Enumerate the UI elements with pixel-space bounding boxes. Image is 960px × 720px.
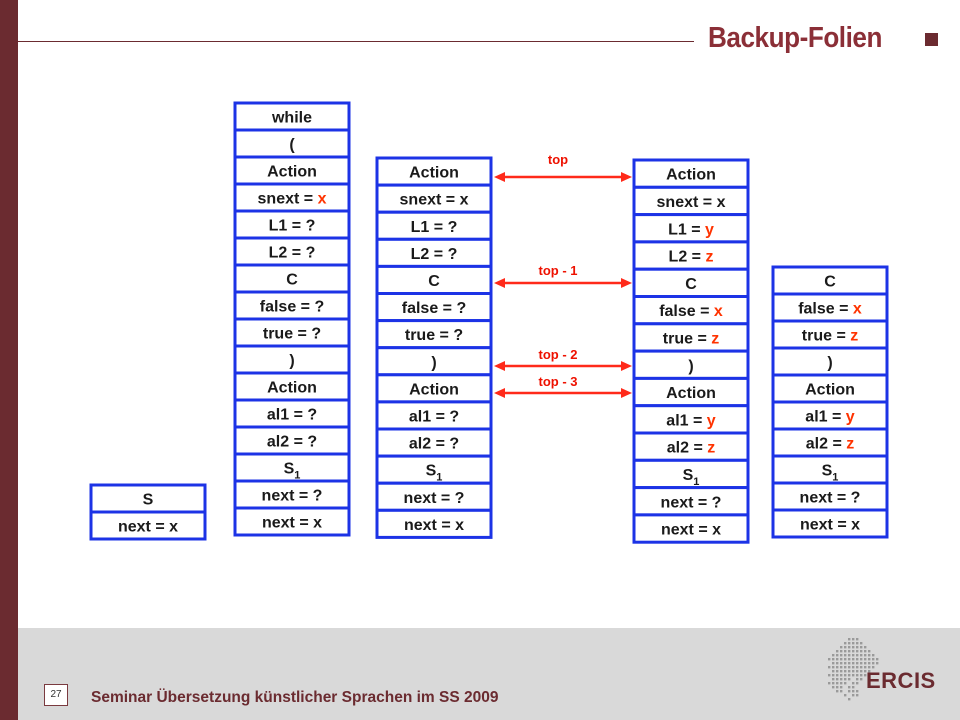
cell-label: next = x: [117, 518, 179, 536]
cell-label: al2 = ?: [408, 435, 460, 453]
cell-label: L1 = ?: [268, 217, 316, 235]
stack-4: [773, 267, 887, 537]
arrow-label: top - 2: [538, 347, 578, 362]
ercis-logo: ERCIS: [866, 668, 936, 693]
cell-label: ): [688, 357, 694, 375]
stack-cell: [377, 294, 491, 321]
cell-label: next = ?: [660, 494, 722, 512]
cell-label: al2 = ?: [266, 433, 318, 451]
slide-title: Backup-Folien: [708, 22, 882, 54]
stack-cell: [377, 321, 491, 348]
cell-label: $S_1$: [821, 462, 839, 484]
cell-label: Action: [267, 163, 317, 181]
stack-cell: [377, 348, 491, 375]
cell-label: false = x: [798, 300, 862, 318]
arrow-label: top: [547, 152, 569, 167]
cell-label: Action: [267, 379, 317, 397]
stack-cell: [377, 483, 491, 510]
stack-cell: [235, 400, 349, 427]
cell-label: Action: [409, 164, 459, 182]
stack-cell: [773, 429, 887, 456]
cell-label: L2 = ?: [410, 245, 458, 263]
stack-cell: [377, 456, 491, 484]
cell-label: false = x: [659, 303, 723, 321]
stack-cell: [377, 158, 491, 185]
cell-label: C: [428, 272, 440, 290]
pointer-arrow: [494, 152, 632, 182]
cell-label: L1 = y: [668, 221, 714, 239]
stack-cell: [377, 212, 491, 239]
cell-label: Action: [666, 166, 716, 184]
stack-cell: [235, 508, 349, 535]
stack-cell: [773, 456, 887, 484]
arrow-label: top - 3: [538, 374, 578, 389]
stack-cell: [773, 510, 887, 537]
stack-cell: [634, 215, 748, 242]
cell-label: ): [289, 352, 295, 370]
stack-cell: [235, 238, 349, 265]
stack-cell: [773, 294, 887, 321]
stack-cell: [235, 103, 349, 130]
stack-cell: [634, 515, 748, 542]
cell-label: snext = x: [399, 191, 469, 209]
cell-label: L2 = z: [668, 248, 714, 266]
stack-cell: [91, 485, 205, 512]
stack-cell: [235, 184, 349, 211]
stack-cell: [377, 429, 491, 456]
stack-cell: [634, 406, 748, 433]
stack-3: [634, 160, 748, 542]
cell-label: next = ?: [403, 489, 465, 507]
stack-cell: [235, 265, 349, 292]
stack-cell: [91, 512, 205, 539]
cell-label: ): [431, 354, 437, 372]
stack-cell: [235, 157, 349, 184]
cell-label: S: [142, 491, 154, 509]
cell-label: Action: [666, 385, 716, 403]
cell-label: false = ?: [401, 300, 467, 318]
stack-cell: [235, 130, 349, 157]
stack-2: [377, 158, 491, 537]
stack-cell: [634, 351, 748, 378]
stack-cell: [377, 266, 491, 293]
cell-label: next = x: [403, 516, 465, 534]
stack-cell: [773, 375, 887, 402]
stack-cell: [773, 348, 887, 375]
stack-cell: [377, 239, 491, 266]
stack-cell: [773, 483, 887, 510]
stack-cell: [235, 211, 349, 238]
slide-number: 27: [44, 684, 68, 706]
stack-cell: [634, 297, 748, 324]
stack-cell: [235, 481, 349, 508]
cell-label: C: [824, 273, 836, 291]
stack-cell: [634, 378, 748, 405]
footer-text: Seminar Übersetzung künstlicher Sprachen im SS 2009: [91, 689, 499, 706]
cell-label: true = ?: [262, 325, 322, 343]
cell-label: C: [286, 271, 298, 289]
cell-label: true = z: [801, 327, 859, 345]
cell-label: $S_1$: [682, 466, 700, 488]
stack-cell: [634, 242, 748, 269]
pointer-arrow: [494, 263, 632, 288]
cell-label: true = ?: [404, 327, 464, 345]
stack-cell: [377, 375, 491, 402]
cell-label: C: [685, 275, 697, 293]
cell-label: Action: [805, 381, 855, 399]
cell-label: $S_1$: [283, 460, 301, 482]
cell-label: L1 = ?: [410, 218, 458, 236]
stack-cell: [773, 267, 887, 294]
cell-label: al2 = z: [805, 435, 855, 453]
stack-cell: [235, 319, 349, 346]
stack-1: [235, 103, 349, 535]
stack-cell: [235, 454, 349, 482]
stack-s: [91, 485, 205, 539]
arrow-label: top - 1: [538, 263, 578, 278]
cell-label: snext = x: [257, 190, 327, 208]
cell-label: next = ?: [261, 487, 323, 505]
stack-cell: [634, 433, 748, 460]
cell-label: (: [289, 136, 295, 154]
stack-cell: [634, 460, 748, 488]
stack-cell: [235, 427, 349, 454]
stack-cell: [634, 269, 748, 296]
cell-label: next = x: [799, 516, 861, 534]
cell-label: snext = x: [656, 193, 726, 211]
cell-label: al1 = y: [805, 408, 855, 426]
cell-label: while: [271, 109, 313, 127]
stack-cell: [235, 292, 349, 319]
cell-label: false = ?: [259, 298, 325, 316]
cell-label: al2 = z: [666, 439, 716, 457]
cell-label: Action: [409, 381, 459, 399]
cell-label: L2 = ?: [268, 244, 316, 262]
pointer-arrow: [494, 374, 632, 398]
cell-label: ): [827, 354, 833, 372]
stack-cell: [235, 373, 349, 400]
stack-cell: [634, 160, 748, 187]
stack-cell: [634, 187, 748, 214]
stack-cell: [377, 510, 491, 537]
cell-label: next = x: [261, 514, 323, 532]
cell-label: true = z: [662, 330, 720, 348]
cell-label: next = x: [660, 521, 722, 539]
stack-cell: [773, 321, 887, 348]
stack-cell: [634, 488, 748, 515]
stack-cell: [377, 185, 491, 212]
cell-label: al1 = ?: [408, 408, 460, 426]
cell-label: $S_1$: [425, 462, 443, 484]
stack-cell: [773, 402, 887, 429]
cell-label: al1 = y: [666, 412, 716, 430]
cell-label: al1 = ?: [266, 406, 318, 424]
stack-cell: [634, 324, 748, 351]
stack-cell: [235, 346, 349, 373]
cell-label: next = ?: [799, 489, 861, 507]
stack-cell: [377, 402, 491, 429]
pointer-arrow: [494, 347, 632, 371]
